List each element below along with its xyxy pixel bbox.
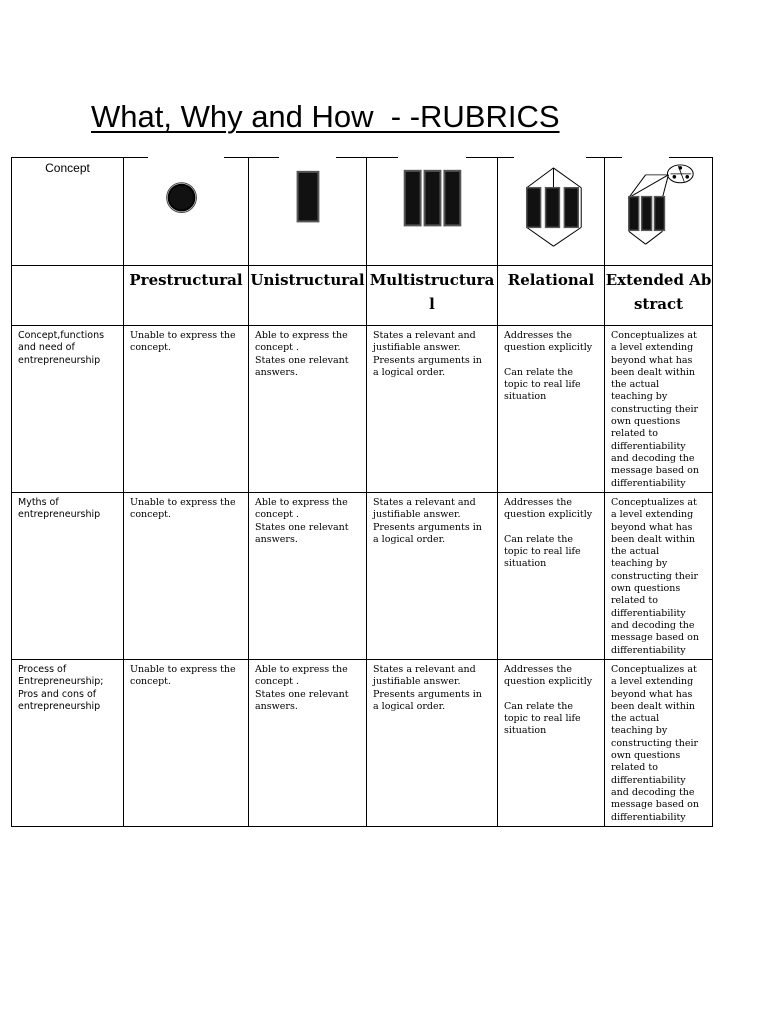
table-cell bbox=[249, 493, 367, 660]
table-cell bbox=[124, 326, 249, 493]
cell-text: Unable to express the concept. bbox=[130, 497, 236, 521]
table-cell bbox=[249, 326, 367, 493]
extended-abstract-icon-cell bbox=[605, 158, 713, 266]
level-label: Prestructural bbox=[129, 271, 243, 289]
three-bars-icon bbox=[367, 158, 497, 265]
table-cell bbox=[367, 326, 498, 493]
concept-header-cell bbox=[12, 158, 124, 266]
multistructural-icon-cell bbox=[367, 158, 498, 266]
unistructural-icon-cell bbox=[249, 158, 367, 266]
rubric-table bbox=[11, 157, 713, 827]
topic-text: Myths of entrepreneurship bbox=[18, 497, 101, 521]
table-cell bbox=[124, 660, 249, 827]
topic-text: Concept,functions and need of entrepreneurship bbox=[18, 330, 105, 366]
table-cell bbox=[605, 493, 713, 660]
table-cell bbox=[498, 660, 605, 827]
level-extended-abstract bbox=[605, 266, 713, 326]
topic-cell bbox=[12, 326, 124, 493]
topic-text: Process of Entrepreneurship; Pros and cons of entrepreneurship bbox=[18, 664, 104, 712]
table-row bbox=[12, 326, 713, 493]
cell-text: Addresses the question explicitly Can relate the topic to real life situation bbox=[504, 330, 593, 403]
border-gap bbox=[514, 156, 586, 159]
level-label: Extended Abstract bbox=[605, 271, 712, 313]
level-label: Relational bbox=[507, 271, 595, 289]
border-gap bbox=[279, 156, 336, 159]
level-label: Multistructural bbox=[369, 271, 495, 313]
icon-row bbox=[12, 158, 713, 266]
level-unistructural bbox=[249, 266, 367, 326]
cell-text: Unable to express the concept. bbox=[130, 330, 236, 354]
single-bar-icon bbox=[249, 158, 366, 265]
table-cell bbox=[124, 493, 249, 660]
cell-text: Able to express the concept . States one relevant answers. bbox=[255, 330, 349, 378]
table-row bbox=[12, 493, 713, 660]
relational-icon-cell bbox=[498, 158, 605, 266]
table-cell bbox=[498, 493, 605, 660]
cell-text: Conceptualizes at a level extending beyond what has been dealt within the actual teaching by constructing their own questions related to differentiability and decoding the message based on differentiability bbox=[611, 497, 699, 656]
level-relational bbox=[498, 266, 605, 326]
border-gap bbox=[398, 156, 466, 159]
level-label: Unistructural bbox=[250, 271, 365, 289]
cell-text: Conceptualizes at a level extending beyond what has been dealt within the actual teaching by constructing their own questions related to differentiability and decoding the message based on differentiability bbox=[611, 330, 699, 489]
page-title: What, Why and How - -RUBRICS bbox=[91, 99, 560, 134]
table-row bbox=[12, 660, 713, 827]
cell-text: Able to express the concept . States one relevant answers. bbox=[255, 664, 349, 712]
extended-bars-icon bbox=[605, 158, 712, 265]
table-cell bbox=[367, 660, 498, 827]
level-multistructural bbox=[367, 266, 498, 326]
cell-text: States a relevant and justifiable answer. Presents arguments in a logical order. bbox=[373, 497, 482, 545]
empty-label-cell bbox=[12, 266, 124, 326]
cell-text: Addresses the question explicitly Can relate the topic to real life situation bbox=[504, 497, 593, 570]
cell-text: Conceptualizes at a level extending beyond what has been dealt within the actual teaching by constructing their own questions related to differentiability and decoding the message based on differentiability bbox=[611, 664, 699, 823]
prestructural-icon-cell bbox=[124, 158, 249, 266]
dot-icon bbox=[124, 158, 248, 265]
table-cell bbox=[605, 660, 713, 827]
level-label-row bbox=[12, 266, 713, 326]
border-gap bbox=[622, 156, 669, 159]
concept-label: Concept bbox=[45, 161, 90, 175]
table-cell bbox=[498, 326, 605, 493]
table-cell bbox=[249, 660, 367, 827]
cell-text: Able to express the concept . States one relevant answers. bbox=[255, 497, 349, 545]
topic-cell bbox=[12, 493, 124, 660]
connected-bars-icon bbox=[498, 158, 604, 265]
table-cell bbox=[605, 326, 713, 493]
cell-text: States a relevant and justifiable answer. Presents arguments in a logical order. bbox=[373, 330, 482, 378]
topic-cell bbox=[12, 660, 124, 827]
table-cell bbox=[367, 493, 498, 660]
cell-text: Unable to express the concept. bbox=[130, 664, 236, 688]
level-prestructural bbox=[124, 266, 249, 326]
cell-text: States a relevant and justifiable answer. Presents arguments in a logical order. bbox=[373, 664, 482, 712]
border-gap bbox=[148, 156, 224, 159]
cell-text: Addresses the question explicitly Can relate the topic to real life situation bbox=[504, 664, 593, 737]
